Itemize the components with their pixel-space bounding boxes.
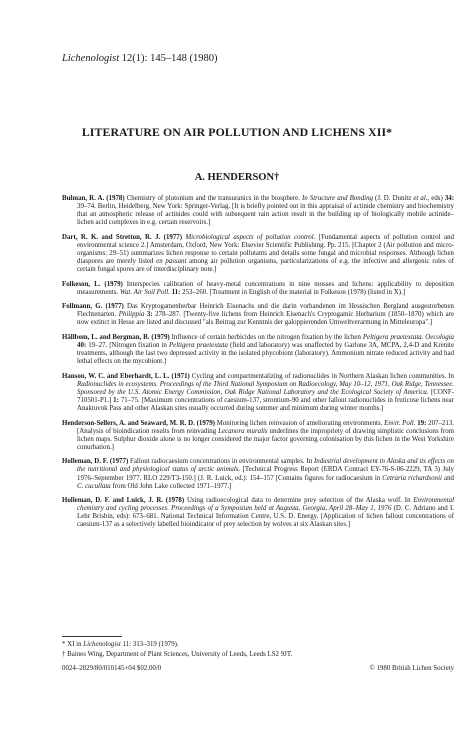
reference-text: et al.	[413, 195, 428, 202]
reference-text: Philippia	[118, 311, 145, 319]
footnote-divider	[62, 636, 122, 637]
reference-text: 1:	[113, 396, 119, 404]
reference-authors: Bulman, R. A. (1978)	[62, 195, 125, 202]
reference-text: Das Kryptogamenherbar Heinrich Eisenachs und die darin vorhandenen im Hessischen Bergland ausgestorbenen Flechtenarten.	[77, 303, 454, 319]
copyright-notice: © 1980 British Lichen Society	[369, 665, 454, 672]
reference-text: Interspecies calibration of heavy-metal concentrations in nine mosses and lichens: applicability to deposition measurements.	[77, 280, 454, 296]
reference-text: en passant	[156, 257, 187, 265]
article-code: 0024–2829/80/010145+04 $02.00/0	[62, 665, 162, 672]
reference-text: 19–27. [Nitrogen fixation in	[86, 342, 169, 350]
reference-text: Wat. Air Soil Poll.	[119, 288, 170, 296]
reference-text: 3:	[146, 311, 153, 319]
reference-entry	[62, 420, 454, 452]
reference-text: Peltigera praetextata	[168, 342, 229, 350]
article-author: A. HENDERSON†	[194, 172, 280, 183]
journal-name: Lichenologist	[62, 53, 120, 64]
reference-text: Using radioecological data to determine prey selection of the Alaska wolf. In	[184, 497, 414, 505]
reference-entry	[62, 195, 454, 227]
journal-volume-pages: 12(1): 145–148 (1980)	[119, 53, 218, 64]
reference-text: Radionuclides in ecosystems. Proceedings of the Third National Symposium on Radioecology, May 10–12, 1971, Oak Ridge, Tennessee. Sponsored by the U.S. Atomic Energy Commission, Oak Ridge National Laboratory and the Ecological Society of America.	[77, 380, 454, 396]
reference-text: Cetraria richardsonii	[382, 474, 442, 482]
reference-text: (D. C. Adriano and I. Lehr Brisbin, eds): 673–681. National Technical Information Centre, U.S. D. Energy. [Application of lichen fallout concentrations of caesium-137 as a selectively labelled bioindicator of prey selection by wolves at six Alaskan sites.]	[77, 505, 454, 529]
reference-entry	[62, 234, 454, 274]
reference-authors: Follmann, G. (1977)	[62, 303, 124, 311]
footnote-star-rest: 11: 313–319 (1979).	[120, 641, 179, 648]
reference-text: [Fundamental aspects of pollution control and environmental science 2.] Amsterdam, Oxford, New York: Elsevier Scientific Publishing. Pp. 215. [Chapter 2 (Air pollution and micro-organisms: 29–51) summarizes lichen response to certain pollutants and details some fungal and microbial responses. Although lichen diaspores are merely listed	[77, 233, 454, 265]
reference-text: Environmental chemistry and cycling processes. Proceedings of a Symposium held at Augusta, Georgia, April 28–May 1, 1976	[77, 497, 455, 513]
reference-text: Peltigera praetextata. Oecologia	[362, 334, 454, 342]
reference-text: among air pollution organisms, particularizations of e.g. the infective and allergenic roles of certain fungal spores are of interdisciplinary note.]	[77, 257, 454, 273]
reference-text: , eds)	[427, 195, 445, 202]
reference-text: (field and laboratory) was unaffected by Garlone 3A, MCPA, 2,4-D and Krenite treatments, although the last two depressed activity in the isolated phycobiont (laboratory). Ammonium nitrate reduced activity and had lethal effects on the mycobiont.]	[77, 342, 454, 366]
reference-entry	[62, 497, 454, 529]
reference-authors: Henderson-Sellers, A. and Seaward, M. R. D. (1979)	[62, 419, 215, 427]
reference-text: 278–287. [Twenty-five lichens from Heinrich Eisenach's Cryptogamic Herbarium (1850–1870) which are now extinct in Hesse are listed and discussed "als Beitrag zur Kenntnis der galoppierenden Umweltverarmung in Mitteleuropa".]	[77, 311, 454, 327]
reference-text: 39–74. Berlin, Heidelberg, New York: Springer-Verlag. [It is briefly pointed out in this appraisal of actinide chemistry and biochemistry that an atmospheric release of actinides could with subsequent rain action result in the building up of biologically mobile actinide–lichen acid complexes in e.g. certain reservoirs.]	[77, 203, 454, 227]
reference-list	[62, 195, 454, 536]
reference-text: Influence of certain herbicides on the nitrogen fixation by the lichen	[169, 334, 363, 342]
reference-text: underlines the impropriety of drawing simplistic conclusions from lichen maps. Sulphur dioxide alone is no longer considered the major factor governing colonisation by this lichen in the West Yorkshire conurbation.]	[77, 427, 455, 451]
reference-text: Cycling and compartmentalizing of radionuclides in Northern Alaskan lichen communities. In	[189, 372, 455, 380]
footnote-star-text: * XI in	[62, 641, 84, 648]
footnote-star-journal: Lichenologist	[83, 641, 121, 648]
journal-citation	[62, 53, 217, 64]
footnotes	[62, 640, 454, 660]
reference-authors: Holleman, D. F. (1977)	[62, 458, 129, 466]
reference-text: [Technical Progress Report (ERDA Contract EY-76-S-06-2229, TA 3) July 1976–September 1977. RLO 229/T3-150.] (J. R. Luick, ed.): 154–157 [Contains figures for radiocaesium in	[77, 466, 454, 482]
reference-text: 40:	[77, 342, 87, 350]
reference-text: (J. D. Dunitz	[372, 195, 414, 202]
footnote-star	[62, 640, 454, 650]
reference-entry	[62, 334, 454, 366]
reference-text: Microbiological aspects of pollution control.	[185, 233, 316, 241]
reference-text: Envir. Poll.	[384, 419, 416, 427]
reference-authors: Hällbom, L. and Bergman, B. (1979)	[62, 334, 170, 342]
reference-text: Industrial development in Alaska and its effects on the nutritional and physiological status of arctic animals.	[77, 458, 454, 474]
reference-entry	[62, 303, 454, 327]
footnote-dagger: † Baines Wing, Department of Plant Sciences, University of Leeds, Leeds LS2 9JT.	[62, 650, 293, 658]
reference-authors: Dart, R. K. and Stretton, R. J. (1977)	[62, 233, 183, 241]
reference-text: Fallout radiocaesium concentrations in environmental samples. In	[128, 458, 314, 466]
reference-text: Lecanora muralis	[218, 427, 268, 435]
reference-text: 34:	[444, 195, 455, 202]
reference-text: 207–213. [Analysis of bioindication results from reinvading	[77, 419, 454, 435]
reference-text: In Structure and Bonding	[301, 195, 373, 202]
reference-authors: Hanson, W. C. and Eberhardt, L. L. (1971)	[62, 372, 190, 380]
reference-text: 11:	[171, 288, 181, 296]
reference-entry	[62, 281, 454, 297]
reference-entry	[62, 373, 454, 413]
reference-text: from Old John Lake collected 1971–1977.]	[110, 482, 232, 490]
reference-text: 19:	[417, 419, 427, 427]
publication-line	[62, 665, 454, 672]
reference-entry	[62, 458, 454, 490]
reference-authors: Folkeson, L. (1979)	[62, 280, 123, 288]
reference-text: Chemistry of plutonium and the transuranics in the biosphere.	[124, 195, 302, 202]
reference-text: Monitoring lichen reinvasion of ameliorating environments.	[214, 419, 385, 427]
reference-text: C. cucullata	[77, 482, 111, 490]
reference-text: and	[441, 474, 454, 482]
reference-text: [CONF-710501-P1.]	[77, 388, 454, 404]
reference-text: 71–75. [Maximum concentrations of caesium-137, strontium-90 and other fallout radionuclides in fruticose lichens near Anaktuvuk Pass and other Alaskan sites usually occurred during summer and minimum during winter months.]	[77, 396, 455, 412]
reference-authors: Holleman, D. F. and Luick, J. R. (1978)	[62, 497, 185, 505]
article-title: LITERATURE ON AIR POLLUTION AND LICHENS XII*	[81, 125, 393, 139]
reference-text: 253–260. [Treatment in English of the material in Folkeson (1978) (listed in X).]	[180, 288, 406, 296]
